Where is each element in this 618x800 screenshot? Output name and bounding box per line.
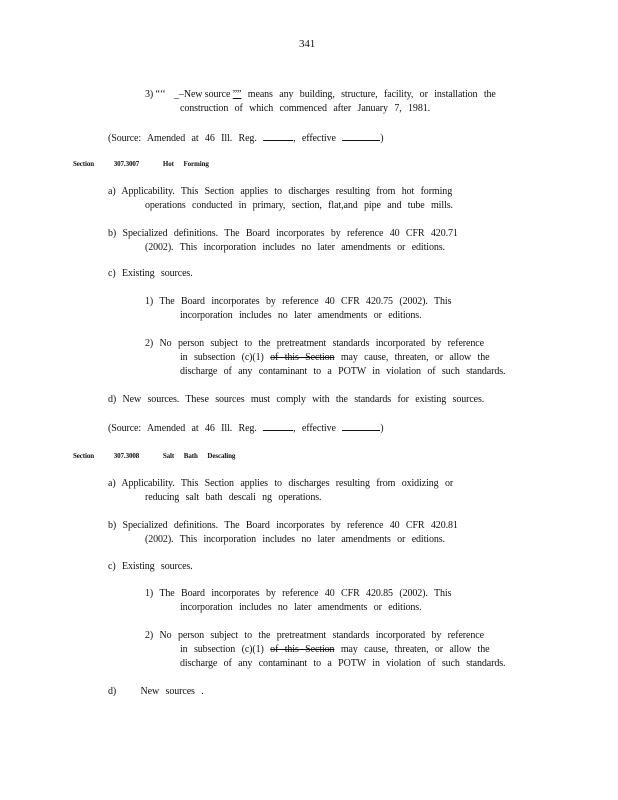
s3007-d-line: d) New sources. These sources must comply with the standards for existing sources. xyxy=(108,394,485,405)
s3008-c1-line-2: incorporation includes no later amendments or editions. xyxy=(180,602,422,613)
s3008-d-line xyxy=(108,686,204,698)
source-blank-1 xyxy=(263,421,293,431)
source-note-top xyxy=(108,131,383,145)
section-title: Salt Bath Descaling xyxy=(162,452,236,460)
s3008-c1-line-1: 1) The Board incorporates by reference 40 CFR 420.85 (2002). This xyxy=(145,588,452,599)
s3008-c2-pre: in subsection (c)(1) xyxy=(180,644,264,655)
item-3-line-1 xyxy=(145,89,496,101)
section-heading-3008 xyxy=(73,451,235,461)
item-3-label: 3) xyxy=(145,89,154,100)
s3008-d-text: New sources . xyxy=(140,686,204,697)
s3007-c2-line-1: 2) No person subject to the pretreatment standards incorporated by reference xyxy=(145,338,484,349)
section-number: 307.3008 xyxy=(113,452,140,460)
s3007-c2-pre: in subsection (c)(1) xyxy=(180,352,264,363)
source-blank-2 xyxy=(342,131,380,141)
s3008-c-line: c) Existing sources. xyxy=(108,561,193,572)
item-3-rest: means any building, structure, facility, or installation the xyxy=(241,89,496,100)
item-3-dash: _– xyxy=(174,89,184,100)
s3007-c2-strike: of this Section xyxy=(270,352,335,363)
s3008-b-line-1: b) Specialized definitions. The Board incorporates by reference 40 CFR 420.81 xyxy=(108,520,458,531)
item-3-quote: “‘‘ xyxy=(155,89,166,100)
section-label: Section xyxy=(73,160,95,168)
s3007-c2-line-3: discharge of any contaminant to a POTW in violation of such standards. xyxy=(180,366,506,377)
source-prefix: (Source: Amended at 46 Ill. Reg. xyxy=(108,133,257,144)
source-end: ) xyxy=(380,423,384,434)
s3007-c2-post: may cause, threaten, or allow the xyxy=(334,352,490,363)
section-title: Hot Forming xyxy=(162,160,209,168)
s3007-a-line-1: a) Applicability. This Section applies to discharges resulting from hot forming xyxy=(108,186,453,197)
s3008-c2-line-1: 2) No person subject to the pretreatment standards incorporated by reference xyxy=(145,630,484,641)
s3007-b-line-2: (2002). This incorporation includes no later amendments or editions. xyxy=(145,242,445,253)
s3008-a-line-2: reducing salt bath descali ng operations. xyxy=(145,492,322,503)
section-heading-3007 xyxy=(73,159,209,169)
item-3-quoted: ”” xyxy=(232,89,242,100)
s3007-c2-line-2 xyxy=(180,352,489,364)
s3008-c2-line-3: discharge of any contaminant to a POTW in violation of such standards. xyxy=(180,658,506,669)
s3007-a-line-2: operations conducted in primary, section, flat,and pipe and tube mills. xyxy=(145,200,453,211)
item-3-pre: New source xyxy=(183,89,233,100)
source-note-3007 xyxy=(108,421,383,435)
source-blank-2 xyxy=(342,421,380,431)
s3008-c2-post: may cause, threaten, or allow the xyxy=(334,644,490,655)
section-number: 307.3007 xyxy=(113,160,140,168)
section-label: Section xyxy=(73,452,95,460)
source-mid: , effective xyxy=(293,133,336,144)
s3008-d-label: d) xyxy=(108,686,117,697)
item-3-line-2: construction of which commenced after January 7, 1981. xyxy=(180,103,431,114)
source-end: ) xyxy=(380,133,384,144)
s3007-b-line-1: b) Specialized definitions. The Board incorporates by reference 40 CFR 420.71 xyxy=(108,228,458,239)
source-mid: , effective xyxy=(293,423,336,434)
s3008-c2-line-2 xyxy=(180,644,489,656)
s3007-c1-line-1: 1) The Board incorporates by reference 40 CFR 420.75 (2002). This xyxy=(145,296,452,307)
page-number: 341 xyxy=(299,38,316,50)
s3007-c-line: c) Existing sources. xyxy=(108,268,193,279)
s3008-c2-strike: of this Section xyxy=(270,644,335,655)
source-blank-1 xyxy=(263,131,293,141)
s3008-a-line-1: a) Applicability. This Section applies to discharges resulting from oxidizing or xyxy=(108,478,454,489)
s3007-c1-line-2: incorporation includes no later amendments or editions. xyxy=(180,310,422,321)
source-prefix: (Source: Amended at 46 Ill. Reg. xyxy=(108,423,257,434)
s3008-b-line-2: (2002). This incorporation includes no later amendments or editions. xyxy=(145,534,445,545)
